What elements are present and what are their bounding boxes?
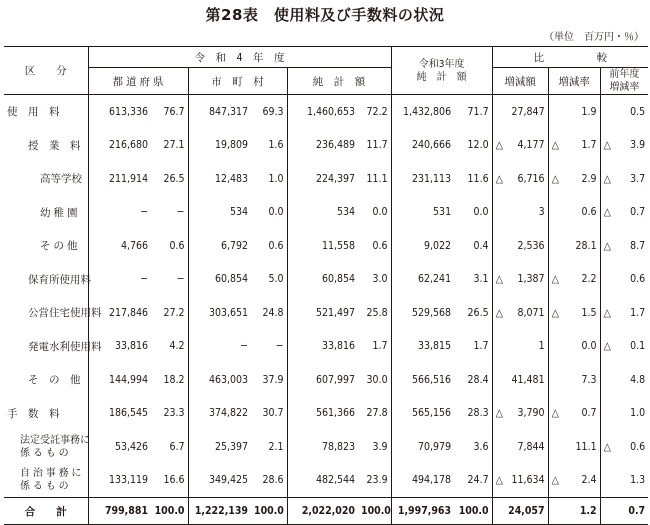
table-row (4, 196, 648, 230)
r3-pct: 24.7 (467, 474, 489, 487)
pref-pct: − (176, 206, 185, 219)
total-pct: 11.1 (366, 172, 388, 185)
rate-value: △ 2.9 (548, 162, 600, 196)
prev-rate-value: 1.0 (600, 397, 648, 431)
pref-pct: 27.1 (163, 139, 185, 152)
muni-value: 303,651 (188, 296, 251, 330)
pref-value: 4,766 (88, 229, 151, 263)
rate-value: △ 1.5 (548, 296, 600, 330)
row-label: そ の 他 (28, 374, 81, 387)
pref-value: 613,336 (88, 95, 151, 129)
r3-pct: 3.6 (473, 440, 489, 453)
row-label: 法定受託事務に 係 る も の (20, 434, 90, 459)
page-title: 第28表 使用料及び手数料の状況 (205, 6, 445, 24)
total-value: 2,022,020 (287, 498, 358, 525)
total-value: 482,544 (287, 464, 358, 498)
row-label: 発電水利使用料 (28, 340, 102, 353)
r3-pct: 28.3 (467, 407, 489, 420)
pref-pct: 0.6 (169, 239, 185, 252)
muni-value: 374,822 (188, 397, 251, 431)
muni-pct: 2.1 (268, 440, 284, 453)
prev-rate-value: 0.6 (600, 263, 648, 297)
muni-value: 847,317 (188, 95, 251, 129)
prev-rate-value: △ 8.7 (600, 229, 648, 263)
r3-value: 494,178 (391, 464, 454, 498)
total-pct: 0.6 (372, 239, 388, 252)
muni-pct: 69.3 (262, 105, 284, 118)
prev-rate-value: △ 0.1 (600, 330, 648, 364)
table-row (4, 397, 648, 431)
rate-value: △ 0.7 (548, 397, 600, 431)
unit-note: （単位 百万円・％） (544, 32, 644, 43)
diff-value: 3 (492, 196, 548, 230)
diff-value: 7,844 (492, 430, 548, 464)
table-row (4, 296, 648, 330)
table-row (4, 129, 648, 163)
fees-table (4, 46, 648, 525)
total-value: 561,366 (287, 397, 358, 431)
header-muni: 市 町 村 (188, 68, 287, 95)
header-reiwa3: 令和3年度 純 計 額 (391, 47, 492, 95)
prev-rate-value: 0.5 (600, 95, 648, 129)
pref-pct: 16.6 (163, 474, 185, 487)
total-pct: 25.8 (366, 306, 388, 319)
total-pct: 1.7 (372, 340, 388, 353)
row-label: 合 計 (4, 498, 88, 525)
r3-value: 529,568 (391, 296, 454, 330)
muni-value: 463,003 (188, 363, 251, 397)
rate-value: 0.6 (548, 196, 600, 230)
rate-value: 1.9 (548, 95, 600, 129)
pref-pct: − (176, 273, 185, 286)
muni-value: 1,222,139 (188, 498, 251, 525)
prev-rate-value: 4.8 (600, 363, 648, 397)
header-pref: 都 道 府 県 (88, 68, 188, 95)
table-row (4, 263, 648, 297)
muni-value: 6,792 (188, 229, 251, 263)
row-label: 幼 稚 園 (40, 206, 78, 219)
table-row (4, 363, 648, 397)
total-pct: 72.2 (366, 105, 388, 118)
r3-value: 9,022 (391, 229, 454, 263)
prev-rate-value: 1.3 (600, 464, 648, 498)
rate-value: 28.1 (548, 229, 600, 263)
pref-value: 799,881 (88, 498, 151, 525)
row-label: 授 業 料 (28, 139, 81, 152)
pref-pct: 76.7 (163, 105, 185, 118)
header-diff: 増減額 (492, 68, 548, 95)
rate-value: △ 2.2 (548, 263, 600, 297)
total-pct: 0.0 (372, 206, 388, 219)
header-category: 区 分 (4, 47, 88, 95)
diff-value: 24,057 (492, 498, 548, 525)
r3-value: 70,979 (391, 430, 454, 464)
muni-pct: 5.0 (268, 273, 284, 286)
header-rate: 増減率 (548, 68, 600, 95)
header-reiwa4: 令 和 4 年 度 (88, 47, 391, 68)
prev-rate-value: △ 1.7 (600, 296, 648, 330)
muni-value: 60,854 (188, 263, 251, 297)
diff-value: △ 4,177 (492, 129, 548, 163)
pref-value: 186,545 (88, 397, 151, 431)
muni-pct: 1.6 (268, 139, 284, 152)
prev-rate-value: △ 0.6 (600, 430, 648, 464)
r3-value: 565,156 (391, 397, 454, 431)
r3-value: 1,432,806 (391, 95, 454, 129)
muni-pct: 1.0 (268, 172, 284, 185)
pref-pct: 6.7 (169, 440, 185, 453)
row-label: 高等学校 (40, 173, 82, 186)
total-value: 534 (287, 196, 358, 230)
r3-value: 240,666 (391, 129, 454, 163)
r3-pct: 1.7 (473, 340, 489, 353)
rate-value: 7.3 (548, 363, 600, 397)
pref-value: − (88, 196, 151, 230)
muni-pct: 0.0 (268, 206, 284, 219)
r3-pct: 28.4 (467, 373, 489, 386)
prev-rate-value: △ 3.7 (600, 162, 648, 196)
header-comparison: 比 較 (492, 47, 648, 68)
rate-value: △ 2.4 (548, 464, 600, 498)
diff-value: △ 6,716 (492, 162, 548, 196)
total-pct: 30.0 (366, 373, 388, 386)
pref-value: 211,914 (88, 162, 151, 196)
total-pct: 100.0 (358, 498, 391, 525)
total-value: 607,997 (287, 363, 358, 397)
muni-value: 25,397 (188, 430, 251, 464)
r3-value: 231,113 (391, 162, 454, 196)
muni-pct: 0.6 (268, 239, 284, 252)
pref-value: − (88, 263, 151, 297)
r3-pct: 3.1 (473, 273, 489, 286)
table-row (4, 162, 648, 196)
muni-pct: − (275, 340, 284, 353)
pref-value: 216,680 (88, 129, 151, 163)
muni-value: − (188, 330, 251, 364)
total-pct: 27.8 (366, 407, 388, 420)
r3-value: 1,997,963 (391, 498, 454, 525)
header-total: 純 計 額 (287, 68, 391, 95)
total-value: 236,489 (287, 129, 358, 163)
muni-pct: 30.7 (262, 407, 284, 420)
diff-value: 41,481 (492, 363, 548, 397)
table-row (4, 95, 648, 129)
pref-value: 144,994 (88, 363, 151, 397)
diff-value: △ 11,634 (492, 464, 548, 498)
pref-value: 133,119 (88, 464, 151, 498)
total-value: 78,823 (287, 430, 358, 464)
r3-pct: 100.0 (454, 498, 492, 525)
total-pct: 3.9 (372, 440, 388, 453)
pref-pct: 18.2 (163, 373, 185, 386)
muni-pct: 28.6 (262, 474, 284, 487)
prev-rate-value: △ 0.7 (600, 196, 648, 230)
diff-value: 2,536 (492, 229, 548, 263)
r3-value: 33,815 (391, 330, 454, 364)
r3-value: 566,516 (391, 363, 454, 397)
pref-pct: 26.5 (163, 172, 185, 185)
table-row (4, 229, 648, 263)
r3-pct: 0.4 (473, 239, 489, 252)
pref-pct: 23.3 (163, 407, 185, 420)
r3-pct: 11.6 (467, 172, 489, 185)
pref-value: 33,816 (88, 330, 151, 364)
muni-value: 12,483 (188, 162, 251, 196)
total-value: 521,497 (287, 296, 358, 330)
table-row (4, 464, 648, 498)
prev-rate-value: △ 3.9 (600, 129, 648, 163)
row-label: そ の 他 (40, 240, 78, 253)
total-value: 11,558 (287, 229, 358, 263)
rate-value: 11.1 (548, 430, 600, 464)
table-total-row (4, 498, 648, 525)
r3-pct: 26.5 (467, 306, 489, 319)
diff-value: 27,847 (492, 95, 548, 129)
table-row (4, 330, 648, 364)
row-label: 自 治 事 務 に 係 る も の (20, 468, 82, 493)
row-label: 公営住宅使用料 (28, 307, 102, 320)
row-label: 使 用 料 (7, 106, 60, 119)
row-label: 保育所使用料 (28, 273, 91, 286)
rate-value: 0.0 (548, 330, 600, 364)
r3-pct: 0.0 (473, 206, 489, 219)
pref-value: 53,426 (88, 430, 151, 464)
diff-value: △ 8,071 (492, 296, 548, 330)
pref-pct: 100.0 (151, 498, 188, 525)
table-row (4, 430, 648, 464)
total-value: 33,816 (287, 330, 358, 364)
r3-value: 531 (391, 196, 454, 230)
r3-value: 62,241 (391, 263, 454, 297)
r3-pct: 71.7 (467, 105, 489, 118)
muni-pct: 37.9 (262, 373, 284, 386)
r3-pct: 12.0 (467, 139, 489, 152)
pref-pct: 4.2 (169, 340, 185, 353)
total-pct: 3.0 (372, 273, 388, 286)
muni-value: 349,425 (188, 464, 251, 498)
muni-value: 534 (188, 196, 251, 230)
rate-value: △ 1.7 (548, 129, 600, 163)
pref-pct: 27.2 (163, 306, 185, 319)
header-prev-rate: 前年度 増減率 (600, 68, 648, 95)
muni-value: 19,809 (188, 129, 251, 163)
total-pct: 11.7 (366, 139, 388, 152)
pref-value: 217,846 (88, 296, 151, 330)
total-pct: 23.9 (366, 474, 388, 487)
muni-pct: 24.8 (262, 306, 284, 319)
total-value: 224,397 (287, 162, 358, 196)
row-label: 手 数 料 (7, 407, 60, 420)
total-value: 1,460,653 (287, 95, 358, 129)
total-value: 60,854 (287, 263, 358, 297)
diff-value: △ 3,790 (492, 397, 548, 431)
rate-value: 1.2 (548, 498, 600, 525)
prev-rate-value: 0.7 (600, 498, 648, 525)
muni-pct: 100.0 (251, 498, 287, 525)
diff-value: 1 (492, 330, 548, 364)
diff-value: △ 1,387 (492, 263, 548, 297)
